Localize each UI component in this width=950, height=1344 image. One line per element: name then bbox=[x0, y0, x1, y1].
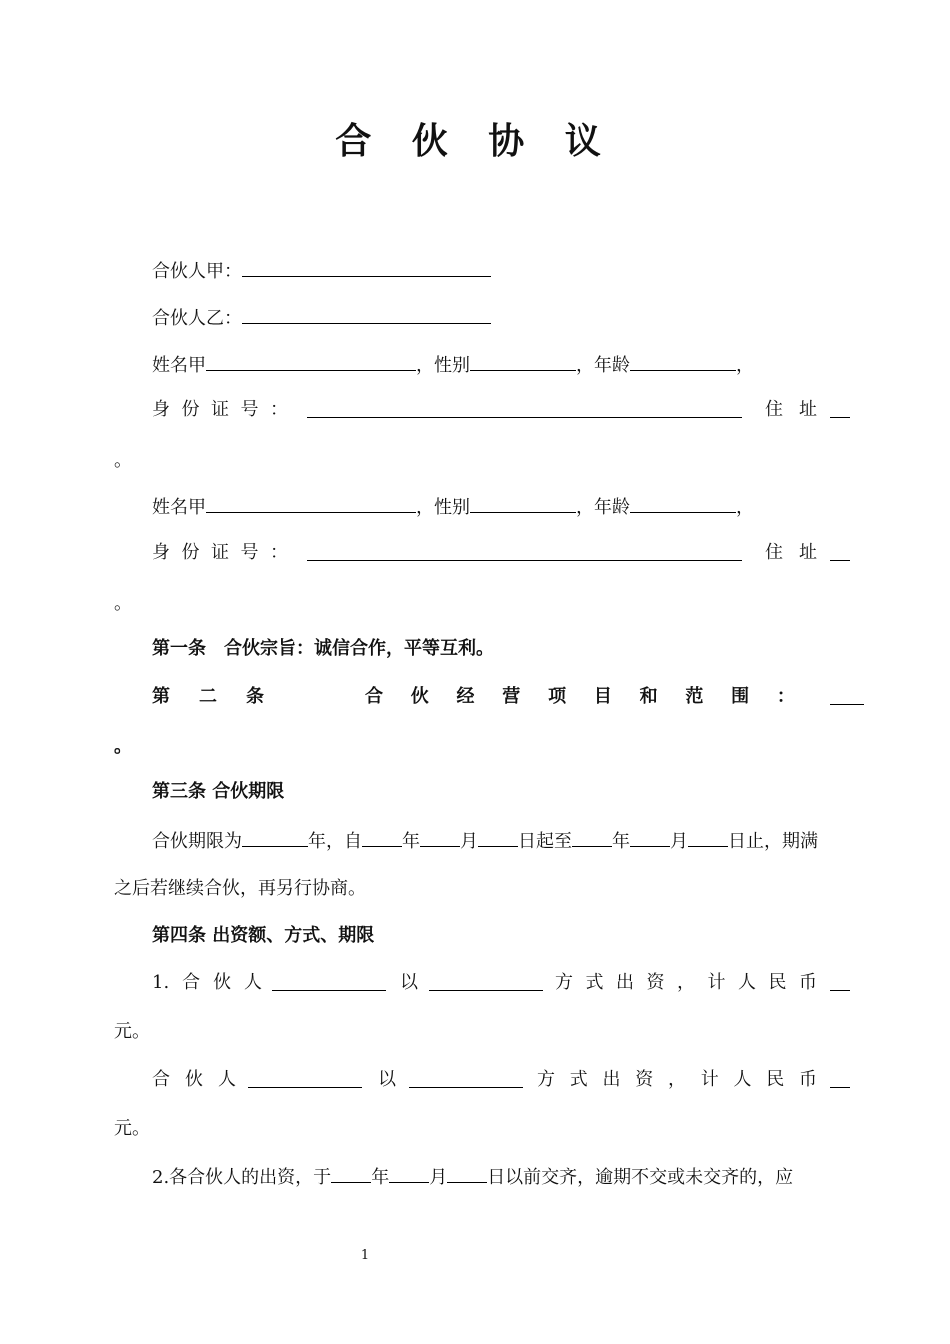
article2-char: 合 bbox=[365, 686, 383, 707]
item1-tail-char: 出 bbox=[616, 972, 634, 993]
term-text: 年 bbox=[402, 831, 420, 852]
start-month-blank[interactable] bbox=[420, 828, 460, 847]
start-day-blank[interactable] bbox=[478, 828, 518, 847]
term-text: 合伙期限为 bbox=[152, 831, 242, 852]
article2-char: 伙 bbox=[410, 686, 429, 707]
item1b-mid: 以 bbox=[378, 1069, 396, 1090]
id-char: 号 bbox=[240, 542, 259, 563]
person1-end: 。 bbox=[114, 450, 132, 471]
id-char: 证 bbox=[211, 542, 229, 563]
person1-id-label bbox=[152, 399, 288, 421]
item1-tail-char: 人 bbox=[738, 972, 756, 993]
end-year-blank[interactable] bbox=[572, 828, 612, 847]
address-char: 址 bbox=[799, 542, 817, 563]
id-char: 证 bbox=[211, 399, 229, 420]
item1-end: 元。 bbox=[114, 1021, 150, 1042]
item2-text: 2.各合伙人的出资，于 bbox=[152, 1167, 332, 1188]
item1-tail bbox=[555, 972, 817, 994]
person2-id-label bbox=[152, 542, 288, 564]
age-end: ， bbox=[736, 355, 754, 376]
item1-char: 合 bbox=[182, 972, 201, 993]
item1-tail-char: 民 bbox=[768, 972, 787, 993]
item1-char: 伙 bbox=[213, 972, 232, 993]
party-a-label: 合伙人甲： bbox=[152, 261, 242, 282]
address-char: 址 bbox=[799, 399, 817, 420]
address-char: 住 bbox=[765, 399, 783, 420]
item1b-method-blank[interactable] bbox=[409, 1069, 523, 1088]
name-label: 姓名甲 bbox=[152, 497, 206, 518]
gender-label: ，性别 bbox=[416, 355, 470, 376]
article2-char: 围 bbox=[731, 686, 750, 707]
item1b-tail-char: 方 bbox=[537, 1069, 555, 1090]
article1-text: 第一条 合伙宗旨：诚信合作，平等互利。 bbox=[152, 638, 494, 659]
item1b-tail-char: ， bbox=[668, 1069, 686, 1090]
person2-address-blank[interactable] bbox=[830, 542, 850, 561]
article2-char: ： bbox=[776, 686, 795, 707]
item2-text: 月 bbox=[429, 1167, 448, 1188]
item1b-label bbox=[152, 1069, 236, 1091]
document-title: 合 伙 协 议 bbox=[335, 121, 615, 162]
end-day-blank[interactable] bbox=[688, 828, 728, 847]
item1b-tail-char: 币 bbox=[799, 1069, 817, 1090]
id-char: ： bbox=[270, 399, 288, 420]
age-label: ，年龄 bbox=[576, 355, 630, 376]
item1b-tail-char: 人 bbox=[733, 1069, 752, 1090]
item1b-partner-blank[interactable] bbox=[248, 1069, 362, 1088]
article2-head-char: 第 bbox=[152, 686, 170, 707]
gender-blank[interactable] bbox=[470, 352, 576, 371]
item1-tail-char: 计 bbox=[707, 972, 726, 993]
term-text: 年 bbox=[612, 831, 630, 852]
address-char: 住 bbox=[765, 542, 783, 563]
article3-heading: 第三条 合伙期限 bbox=[152, 781, 285, 802]
id-char: ： bbox=[270, 542, 288, 563]
article2-char: 项 bbox=[548, 686, 567, 707]
item1b-char: 人 bbox=[218, 1069, 236, 1090]
item2-day-blank[interactable] bbox=[447, 1164, 487, 1183]
person2-end: 。 bbox=[114, 593, 132, 614]
article2-head-char: 二 bbox=[199, 686, 217, 707]
item1b-tail-char: 民 bbox=[766, 1069, 785, 1090]
party-b-label: 合伙人乙： bbox=[152, 308, 242, 329]
item1b-char: 伙 bbox=[185, 1069, 203, 1090]
id-char: 号 bbox=[240, 399, 259, 420]
item1b-tail-char: 计 bbox=[700, 1069, 719, 1090]
item1-char: 1. bbox=[152, 972, 170, 993]
article2-char: 经 bbox=[456, 686, 475, 707]
party-b-blank[interactable] bbox=[242, 305, 491, 324]
item1b-tail-char: 式 bbox=[569, 1069, 588, 1090]
article2-char: 目 bbox=[593, 686, 612, 707]
term-text: 年，自 bbox=[308, 831, 362, 852]
term-years-blank[interactable] bbox=[242, 828, 308, 847]
article2-char: 营 bbox=[502, 686, 521, 707]
age-blank[interactable] bbox=[630, 494, 736, 513]
item1-char: 人 bbox=[244, 972, 262, 993]
item1-tail-char: 方 bbox=[555, 972, 573, 993]
id-char: 份 bbox=[181, 542, 200, 563]
article2-body bbox=[365, 686, 795, 708]
name-label: 姓名甲 bbox=[152, 355, 206, 376]
person2-id-blank[interactable] bbox=[307, 542, 742, 561]
item1b-end: 元。 bbox=[114, 1118, 150, 1139]
person1-name-line bbox=[152, 352, 754, 377]
item1-partner-blank[interactable] bbox=[272, 972, 386, 991]
id-char: 份 bbox=[181, 399, 200, 420]
article2-blank[interactable] bbox=[830, 686, 864, 705]
item1b-tail bbox=[537, 1069, 817, 1091]
item2-line bbox=[152, 1164, 793, 1189]
item1-amount-blank[interactable] bbox=[830, 972, 850, 991]
start-year-blank[interactable] bbox=[362, 828, 402, 847]
name-blank[interactable] bbox=[206, 352, 416, 371]
name-blank[interactable] bbox=[206, 494, 416, 513]
article2-head-char: 条 bbox=[246, 686, 264, 707]
party-a-line bbox=[152, 258, 491, 283]
article2-heading bbox=[152, 686, 264, 708]
item1-label bbox=[152, 972, 262, 994]
item1b-char: 合 bbox=[152, 1069, 170, 1090]
article3-line1 bbox=[152, 828, 818, 853]
person1-address-blank[interactable] bbox=[830, 399, 850, 418]
person2-name-line bbox=[152, 494, 754, 519]
item1-tail-char: 资 bbox=[646, 972, 665, 993]
id-char: 身 bbox=[152, 542, 170, 563]
item1-mid: 以 bbox=[400, 972, 418, 993]
person1-id-blank[interactable] bbox=[307, 399, 742, 418]
item1-method-blank[interactable] bbox=[429, 972, 543, 991]
gender-blank[interactable] bbox=[470, 494, 576, 513]
age-label: ，年龄 bbox=[576, 497, 630, 518]
item1b-amount-blank[interactable] bbox=[830, 1069, 850, 1088]
party-a-blank[interactable] bbox=[242, 258, 491, 277]
term-text: 月 bbox=[670, 831, 688, 852]
age-end: ， bbox=[736, 497, 754, 518]
item1-tail-char: 式 bbox=[585, 972, 604, 993]
item2-year-blank[interactable] bbox=[331, 1164, 371, 1183]
end-month-blank[interactable] bbox=[630, 828, 670, 847]
age-blank[interactable] bbox=[630, 352, 736, 371]
id-char: 身 bbox=[152, 399, 170, 420]
item2-month-blank[interactable] bbox=[389, 1164, 429, 1183]
article3-line2: 之后若继续合伙，再另行协商。 bbox=[114, 878, 366, 899]
article2-char: 范 bbox=[685, 686, 704, 707]
article4-heading: 第四条 出资额、方式、期限 bbox=[152, 925, 375, 946]
item2-text: 年 bbox=[371, 1167, 390, 1188]
article2-char: 和 bbox=[639, 686, 658, 707]
item1b-tail-char: 出 bbox=[602, 1069, 621, 1090]
item1b-tail-char: 资 bbox=[635, 1069, 654, 1090]
person2-address-label bbox=[765, 542, 817, 564]
item2-text: 日以前交齐，逾期不交或未交齐的，应 bbox=[487, 1167, 794, 1188]
item1-tail-char: ， bbox=[677, 972, 695, 993]
page-number: 1 bbox=[360, 1248, 370, 1263]
term-text: 月 bbox=[460, 831, 478, 852]
gender-label: ，性别 bbox=[416, 497, 470, 518]
term-text: 日起至 bbox=[518, 831, 572, 852]
person1-address-label bbox=[765, 399, 817, 421]
term-text: 日止，期满 bbox=[728, 831, 818, 852]
article2-end: 。 bbox=[114, 736, 132, 757]
item1-tail-char: 币 bbox=[799, 972, 817, 993]
party-b-line bbox=[152, 305, 491, 330]
